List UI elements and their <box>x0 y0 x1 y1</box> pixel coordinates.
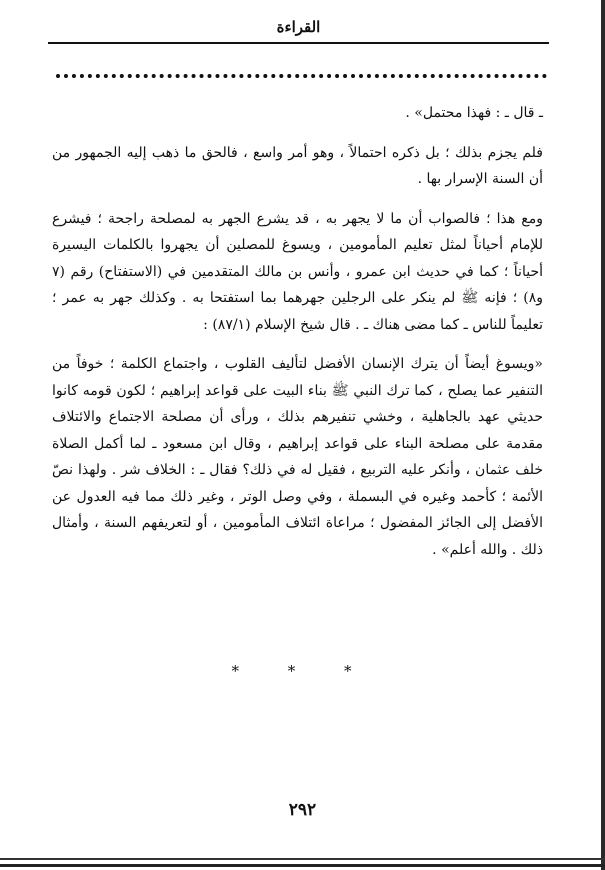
header-rule <box>48 42 549 44</box>
paragraph-4: «ويسوغ أيضاً أن يترك الإنسان الأفضل لتأليف القلوب ، واجتماع الكلمة ؛ خوفاً من التنفير عما يصلح ، كما ترك النبي ﷺ بناء البيت على قواعد إبراهيم ؛ لكون قومه كانوا حديثي عهد بالجاهلية ، وخشي تنفيرهم بذلك ، ورأى أن مصلحة الاجتماع والائتلاف مقدمة على مصلحة البناء على قواعد إبراهيم ، وقال ابن مسعود ـ لما أكمل الصلاة خلف عثمان ، وأنكر عليه التربيع ، فقيل له في ذلك؟ فقال ـ : الخلاف شر . ولهذا نصّ الأئمة ؛ كأحمد وغيره في البسملة ، وفي وصل الوتر ، وغير ذلك مما فيه العدول عن الأفضل إلى الجائز المفضول ؛ مراعاة ائتلاف المأمومين ، أو لتعريفهم السنة ، وأمثال ذلك . والله أعلم» . <box>52 356 543 558</box>
dotted-separator <box>56 74 547 78</box>
section-stars: * * * <box>231 662 374 680</box>
paragraph-1: ـ قال ـ : فهذا محتمل» . <box>405 105 543 121</box>
paragraph-2: فلم يجزم بذلك ؛ بل ذكره احتمالاً ، وهو أمر واسع ، فالحق ما ذهب إليه الجمهور من أن السنة الإسرار بها . <box>52 144 543 187</box>
page-edge <box>601 0 605 870</box>
bottom-rule-thick <box>0 864 605 867</box>
running-title: القراءة <box>276 18 321 36</box>
bottom-rule <box>0 858 605 860</box>
page-header <box>48 14 549 44</box>
paragraph-3: ومع هذا ؛ فالصواب أن ما لا يجهر به ، قد يشرع الجهر به لمصلحة راجحة ؛ فيشرع للإمام أحياناً لمثل تعليم المأمومين ، ويسوغ للمصلين أن يجهروا بالكلمات اليسيرة أحياناً ؛ كما في حديث ابن عمرو ، وأنس بن مالك المتقدمين في (الاستفتاح) رقم (٧ و٨) ؛ فإنه ﷺ لم ينكر على الرجلين جهرهما بما استفتحا به . وكذلك جهر به عمر ؛ تعليماً للناس ـ كما مضى هناك ـ . قال شيخ الإسلام (٨٧/١) : <box>52 210 543 333</box>
body-text <box>52 100 543 563</box>
page-number: ٢٩٢ <box>288 800 317 820</box>
